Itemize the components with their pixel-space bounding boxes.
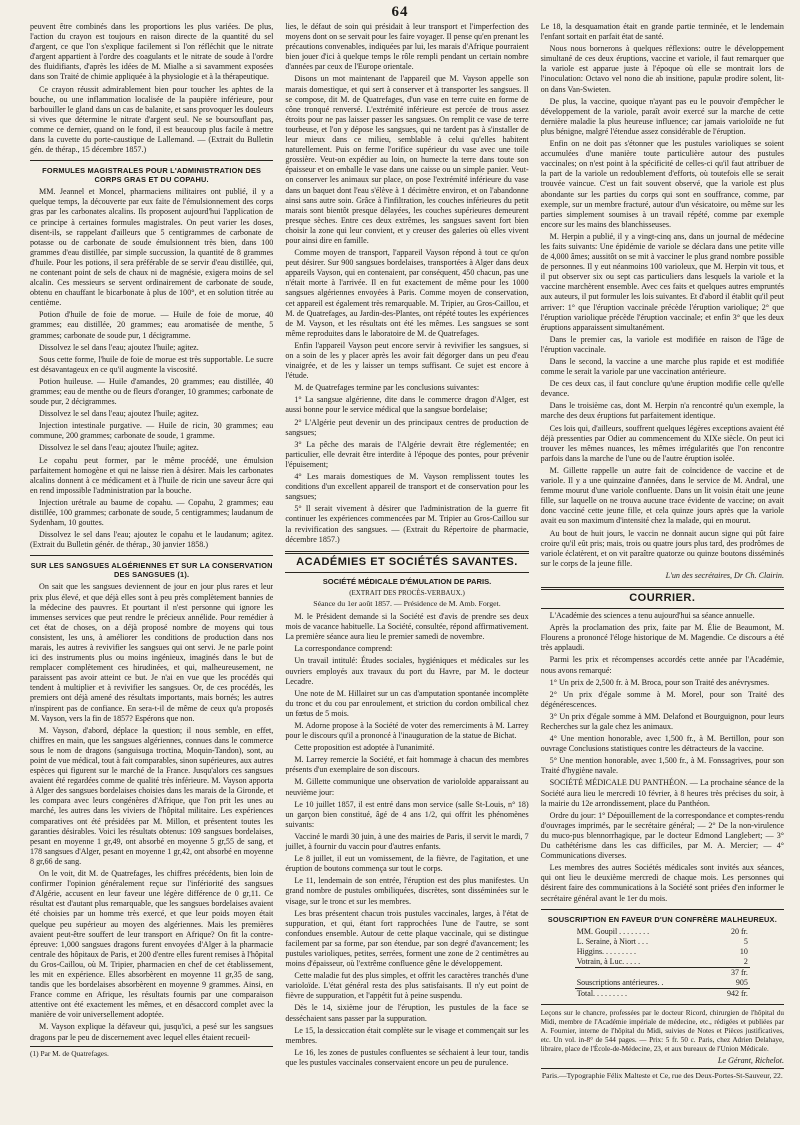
paragraph: Dans le second, la vaccine a une marche plus rapide et est modifiée comme le serait la variole par une vaccination antérieure. <box>540 357 784 377</box>
paragraph: Dissolvez le sel dans l'eau; ajoutez l'huile; agitez. <box>39 443 199 453</box>
paragraph: lies, le défaut de soin qui présidait à leur transport et l'imperfection des moyens dont on se servait pour les faire voyager. Il pense qu'en prenant les précautions convenables, indiquées par lui, les marais d'Afrique pourraient bien jouer d'ici à quelque temps le rôle rempli pendant un certain nombre d'années par ceux de l'Europe orientale. <box>285 22 529 72</box>
paragraph: Disons un mot maintenant de l'appareil que M. Vayson appelle son marais domestique, et qui sert à conserver et à transporter les sangsues. Il se compose, dit M. de Quatrefages, d'un vase en terre cuite en forme de cône tronqué renversé. L'extrémité inférieure est percée de trous assez étroits pour ne pas laisser passer les sangsues. On remplit ce vase de terre tourbeuse, et l'on y dépose les sangsues, qui ne tardent pas à s'installer de leur mieux dans ce milieu, semblable à celui qu'elles habitent naturellement. Puis on ferme l'orifice supérieur du vase avec une toile grossière. Veut-on expédier au loin, on humecte la terre dans toute son épaisseur et on emballe le vase dans une caisse ou un simple panier. Veut-on conserver les animaux sur place, on pose l'extrémité inférieure du vase dans un baquet dont l'eau s'élève à 1 décimètre environ, et on l'abandonne ainsi sans autre soin. Grâce à l'infiltration, les couches inférieures du petit marais sont bientôt presque délayées, les couches supérieures demeurent presque sèches. Entre ces deux extrêmes, les sangsues savent fort bien choisir la zone qui leur convient, et y creuser des galeries où elles vivent pour ainsi dire en famille. <box>285 74 529 245</box>
paragraph: 1° Un prix de 2,500 fr. à M. Broca, pour son Traité des anévrysmes. <box>549 677 770 687</box>
section-title-academies: ACADÉMIES ET SOCIÉTÉS SAVANTES. <box>296 555 518 568</box>
session-line: Séance du 1er août 1857. — Présidence de M. Amb. Forget. <box>313 598 501 608</box>
paragraph: Après la proclamation des prix, faite par M. Élie de Beaumont, M. Flourens a prononcé l'éloge historique de M. Magendie. Ce discours a été très applaudi. <box>540 623 784 653</box>
paragraph: De ces deux cas, il faut conclure qu'une éruption modifie celle qu'elle devance. <box>540 379 784 399</box>
paragraph: Le 10 juillet 1857, il est entré dans mon service (salle St-Louis, n° 18) un garçon bien constitué, âgé de 4 ans 1/2, qui offrit les phénomènes suivants: <box>285 799 529 829</box>
paragraph: Dès le 14, sixième jour de l'éruption, les pustules de la face se desséchaient sans passer par la suppuration. <box>285 1003 529 1023</box>
subtotal-amount: 37 fr. <box>712 967 750 978</box>
paragraph: 5° Une mention honorable, avec 1,500 fr., à M. Fonssagrives, pour son Traité d'hygiène navale. <box>540 756 784 776</box>
paragraph: Le 16, les zones de pustules confluentes se séchaient à leur tour, tandis que les pustules vaccinales conservaient encore un peu de purulence. <box>285 1047 529 1067</box>
paragraph: 4° Les marais domestiques de M. Vayson remplissent toutes les conditions d'un excellent appareil de transport et de conservation pour les sangsues; <box>285 472 529 502</box>
paragraph: Le 15, la dessiccation était complète sur le visage et commençait sur les membres. <box>285 1025 529 1045</box>
paragraph: Un travail intitulé: Études sociales, hygiéniques et médicales sur les ouvriers employés aux travaux du port du Havre, par M. le docteur Lecadre. <box>285 656 529 686</box>
paragraph: M. de Quatrefages termine par les conclusions suivantes: <box>294 383 480 393</box>
paragraph: Enfin on ne doit pas s'étonner que les pustules varioliques se soient accumulées d'une manière toute particulière autour des pustules vaccinales; on n'est point à la spécificité de celles-ci qu'il faut attribuer de la part de la variole un redoublement d'efforts, où toutefois elle se serait trouvée vaincue. C'est un fait souvent observé, que la variole est plus abondante sur les parties du corps qui sont en souffrance, comme, par exemple, sur un membre fracturé, autour d'un vésicatoire, ou même sur les parties simplement soumises à un travail répété, comme par exemple encore sur les mains des blanchisseuses. <box>540 139 784 229</box>
paragraph: Dans le troisième cas, dont M. Herpin n'a rencontré qu'un exemple, la marche des deux éruptions fut parfaitement identique. <box>540 401 784 421</box>
paragraph: Vacciné le mardi 30 juin, à une des mairies de Paris, il servit le mardi, 7 juillet, à fournir du vaccin pour d'autres enfants. <box>285 831 529 852</box>
paragraph: Une note de M. Hillairet sur un cas d'amputation spontanée incomplète du tronc et du cou par enroulement, et striction du cordon ombilical chez un fœtus de 5 mois. <box>285 688 529 718</box>
paragraph: M. le Président demande si la Société est d'avis de prendre ses deux mois de vacance habituelle. La Société, consultée, répond affirmativement. La première séance aura lieu le premier samedi de novembre. <box>285 612 529 642</box>
paragraph: Potion huileuse. — Huile d'amandes, 20 grammes; eau distillée, 40 grammes; eau de menthe ou de fleurs d'oranger, 10 grammes; carbonate de soude pur, 2 décigrammes. <box>30 376 274 407</box>
prior-label: Souscriptions antérieures. . <box>576 977 664 987</box>
paragraph: Dissolvez le sel dans l'eau; ajoutez l'huile; agitez. <box>39 409 199 419</box>
table-row <box>575 957 750 968</box>
paragraph: Le 8 juillet, il eut un vomissement, de la fièvre, de l'agitation, et une éruption de boutons commença sur tout le corps. <box>285 854 529 874</box>
table-row <box>575 947 750 957</box>
subscriber-name: Higgins. . . . . . . . . <box>576 946 637 956</box>
paragraph: Au bout de huit jours, le vaccin ne donnait aucun signe qui pût faire croire qu'il eût pris; mais, trois ou quatre jours plus tard, des prodrômes de variole éclatèrent, et on vit paraître quatorze ou quinze boutons disséminés sur le corps de la jeune fille. <box>540 528 784 568</box>
paragraph: M. Larrey remercie la Société, et fait hommage à chacun des membres présents d'un exemplaire de son discours. <box>285 755 529 775</box>
divider <box>541 608 784 609</box>
table-row <box>575 937 750 947</box>
paragraph: L'Académie des sciences a tenu aujourd'hui sa séance annuelle. <box>549 611 755 621</box>
divider <box>541 587 784 590</box>
subtotal-row <box>575 967 750 978</box>
paragraph: 3° Un prix d'égale somme à MM. Delafond et Bourguignon, pour leurs Recherches sur la gale chez les animaux. <box>540 711 784 731</box>
paragraph: M. Vayson, d'abord, déplace la question; il nous semble, en effet, chiffres en main, que les sangsues algériennes, connues dans le commerce sous le nom de dragons (sanguisuga troctina, Moquin-Tandon), sont, au point de vue médical, tout à fait comparables, sinon supérieures, aux autres espèces qui figurent sur le marché de la France. Jusqu'alors ces sangsues avaient été regardées comme de qualité très inférieure. M. Vayson apporta à Alger des sangsues bordelaises choisies dans les marais de la Gironde, et les compara avec leurs congénères d'Afrique, que l'on prit les unes au marché, les autres dans les viviers de l'hôpital militaire. Les expériences comparatives ont été présidées par M. Millon, et présentent toutes les garanties désirables. Voici les résultats obtenus: 109 sangsues bordelaises, pesant en moyenne 1 gr,49, ont absorbé en moyenne 5 gr,55 de sang, et 178 sangsues d'Alger, pesant en moyenne 1 gr,42, ont absorbé en moyenne 8 gr,66 de sang. <box>30 725 274 866</box>
paragraph: Injection urétrale au baume de copahu. — Copahu, 2 grammes; eau distillée, 100 grammes; carbonate de soude, 5 centigrammes; laudanum de Sydenham, 10 gouttes. <box>30 497 274 528</box>
subscription-title: SOUSCRIPTION EN FAVEUR D'UN CONFRÈRE MALHEUREUX. <box>547 914 777 924</box>
paragraph: MM. Jeannel et Moncel, pharmaciens militaires ont publié, il y a quelque temps, la découverte par eux faite de l'émulsionnement des corps gras par les carbonates alcalins. Ils proposent aujourd'hui l'application de ce principe à certaines formules magistrales. On peut varier les doses, disent-ils, se rappelant d'ailleurs que 5 centigrammes de carbonate de potasse ou de carbonate de soude émulsionnent très bien, dans 100 grammes d'eau distillée, par simple succussion, la quantité de 8 grammes d'huile. Pour les potions, il sera préférable de se servir d'eau distillée, qui, ne contenant point de sels de chaux ni de magnésie, exigera moins de sel alcalin. Ces messieurs se servent ordinairement de carbonate de soude, obtenu en chauffant le bicarbonate à plus de 100°, et en solution titrée au centième. <box>30 187 274 308</box>
paragraph: M. Adorne propose à la Société de voter des remerciments à M. Larrey pour le discours qu'il a prononcé à l'inauguration de la statue de Bichat. <box>285 721 529 741</box>
paragraph: Cette proposition est adoptée à l'unanimité. <box>294 743 435 753</box>
paragraph: Enfin l'appareil Vayson peut encore servir à revivifier les sangsues, si on a soin de les y placer après les avoir fait dégorger dans un peu d'eau vinaigrée, et de les y laisser un temps suffisant. Ce sujet est encore à l'étude. <box>285 340 529 381</box>
paragraph: Le 11, lendemain de son entrée, l'éruption est des plus manifestes. Un grand nombre de pustules ombiliquées, discrètes, sont disséminées sur le visage, sur le tronc et sur les membres. <box>285 876 529 906</box>
paragraph: Ce crayon réussit admirablement bien pour toucher les aphtes de la bouche, ou une inflammation localisée de la paupière inférieure, pour barbouiller le gland dans un cas de balanite, et sans provoquer les douleurs si vives que détermine le nitrate d'argent seul. Ne se boursouflant pas, comme ce dernier, quand on le fond, il est beaucoup plus facile à mettre dans la cuvette du porte-caustique de Lallemand. — (Extrait du Bulletin gén. de thérap., 15 décembre 1857.) <box>30 84 274 155</box>
divider <box>541 1004 784 1005</box>
paragraph: 2° L'Algérie peut devenir un des principaux centres de production de sangsues; <box>285 417 529 437</box>
paragraph: Ordre du jour: 1° Dépouillement de la correspondance et comptes-rendu d'ouvrages imprimés, par le secrétaire général; — 2° De la non-virulence du muco-pus blennorrhagique, par le docteur Edmond Langlebert; — 3° Du cathétérisme dans les cas difficiles, par M. A. Mercier; — 4° Communications diverses. <box>540 810 784 861</box>
paragraph: Parmi les prix et récompenses accordés cette année par l'Académie, nous avons remarqué: <box>540 655 784 675</box>
subscriber-name: L. Seraine, à Niort . . . <box>576 936 649 946</box>
total-row <box>575 988 750 999</box>
paragraph: 5° Il serait vivement à désirer que l'administration de la guerre fit continuer les expériences commencées par M. Tripier au Gros-Caillou sur la revivification des sangsues. — (Extrait du Répertoire de pharmacie, décembre 1857.) <box>285 504 529 544</box>
prior-amount: 905 <box>735 977 748 987</box>
subscriber-amount: 20 fr. <box>731 926 748 936</box>
article-heading-formules: FORMULES MAGISTRALES POUR L'ADMINISTRATION DES CORPS GRAS ET DU COPAHU. <box>42 166 262 185</box>
prior-row <box>575 978 750 989</box>
paragraph: M. Gillette communique une observation de varioloïde apparaissant au neuvième jour: <box>285 777 529 797</box>
columns <box>30 22 784 1118</box>
subscriber-amount: 5 <box>743 936 748 946</box>
paragraph: 2° Un prix d'égale somme à M. Morel, pour son Traité des dégénérescences. <box>540 689 784 709</box>
paragraph: Les bras présentent chacun trois pustules vaccinales, larges, à l'état de suppuration, et qui, étant fort rapprochées l'une de l'autre, se sont confondues ensemble. Autour de cette plaque vaccinale, qui se distingue facilement par sa forme, par son étendue, par son degré d'avancement; les pustules varioliques, petites, serrées, forment une zone de 2 centimètres au moins d'épaisseur, où l'extrême confluence gêne le développement. <box>285 908 529 969</box>
divider <box>541 909 784 910</box>
divider <box>285 551 528 554</box>
book-advert: Leçons sur le chancre, professées par le docteur Ricord, chirurgien de l'hôpital du Midi, membre de l'Académie impériale de médecine, etc., rédigées et publiées par A. Fournier, interne de l'hôpital du Midi, suivies de Notes et Pièces justificatives, etc. Un vol. in-8° de 544 pages. — Prix: 5 fr. 50 c. Paris, chez Adrien Delahaye, libraire, place de l'École-de-Médecine, 23, et aux bureaux de l'Union Médicale. <box>540 1008 784 1053</box>
paragraph: 1° La sangsue algérienne, dite dans le commerce dragon d'Alger, est aussi bonne pour le service médical que la sangsue bordelaise; <box>285 395 529 415</box>
paragraph: La correspondance comprend: <box>294 644 393 654</box>
paragraph: Dissolvez le sel dans l'eau; ajoutez l'huile; agitez. <box>39 342 199 352</box>
total-label: Total. . . . . . . . . <box>575 988 712 999</box>
paragraph: M. Gillette rappelle un autre fait de coïncidence de vaccine et de variole. Il y a une quinzaine d'années, dans le service de M. Andral, une femme mourut d'une variole confluente. Dans un lit voisin était une jeune fille, sur laquelle on ne trouva aucune trace évidente de vaccine; on avait donc vacciné cette jeune fille, et cela quinze jours après que la variole avait eu son maximum d'intensité chez la malade, qui en mourut. <box>540 465 784 526</box>
printer-line: Paris.—Typographie Félix Malteste et Ce, rue des Deux-Portes-St-Sauveur, 22. <box>541 1068 784 1081</box>
paragraph: peuvent être combinés dans les proportions les plus variées. De plus, l'action du crayon est toujours en raison directe de la quantité du sel d'argent, ce que l'on s'explique facilement si l'on réfléchit que le nitrate d'argent appartient à l'ordre des coagulants et le nitrate de soude à l'ordre des fluidifiants, d'après les idées de M. Mialhe a si savamment exposées dans son Traité de chimie appliquée à la physiologie et à la thérapeutique. <box>30 22 274 82</box>
column-2 <box>285 22 528 1118</box>
paragraph: Cette maladie fut des plus simples, et offrit les caractères tranchés d'une varioloïde. L'état général resta des plus satisfaisants. Il n'y eut point de fièvre de suppuration, et l'appétit fut à peine suspendu. <box>285 971 529 1001</box>
paragraph: Sous cette forme, l'huile de foie de morue est très supportable. Le sucre est désavantageux en ce qu'il augmente la viscosité. <box>30 354 274 374</box>
signature-secretary: L'un des secrétaires, Dr Ch. Clairin. <box>665 570 784 580</box>
subscriber-amount: 10 <box>739 946 748 956</box>
paragraph: Les membres des autres Sociétés médicales sont invités aux séances, qui ont lieu le deuxième mercredi de chaque mois. Les personnes qui désirent faire des communications à la Société sont priées d'en informer le secrétaire général avant le 1er du mois. <box>540 863 784 903</box>
divider <box>285 572 528 573</box>
paragraph: Potion d'huile de foie de morue. — Huile de foie de morue, 40 grammes; eau distillée, 20 grammes; eau aromatisée de menthe, 5 grammes; carbonate de soude pur, 1 décigramme. <box>30 310 274 340</box>
society-title: SOCIÉTÉ MÉDICALE D'ÉMULATION DE PARIS. <box>322 576 492 586</box>
paragraph: Le copahu peut former, par le même procédé, une émulsion parfaitement homogène et qui ne laisse rien à désirer. Mais les carbonates alcalins donnent à ce médicament et à l'huile de ricin une saveur âcre qui en rend impossible l'administration par la bouche. <box>30 455 274 495</box>
footnote: (1) Par M. de Quatrefages. <box>30 1046 273 1059</box>
paragraph: On le voit, dit M. de Quatrefages, les chiffres précédents, bien loin de confirmer l'opinion généralement reçue sur l'infériorité des sangsues d'Algérie, accusent en leur faveur une légère différence de 0 gr,11. Ce résultat est d'autant plus remarquable, que les sangsues bordelaises avaient été choisies par un homme très exercé, et que leur poids moyen était quelque peu supérieur au moyen des algériennes. Mais les premières avaient peut-être souffert de leur transport en Afrique? On fit la contre-épreuve: 1,000 sangsues dragons furent envoyées d'Alger à la pharmacie centrale des hôpitaux de Paris, et 200 d'entre elles furent remises à l'hôpital du Gros-Caillou, où M. Tripier, pharmacien en chef de cet établissement, les mit en expérience. Elles absorbèrent en moyenne 11 gr,35 de sang, tandis que les bordelaises absorbèrent en moyenne 9 grammes. Ainsi, en France comme en Afrique, les résultats fournis par une comparaison attentive ont été exactement les mêmes, et en désaccord complet avec la manière de voir universellement adoptée. <box>30 869 274 1020</box>
paragraph: Dans le premier cas, la variole est modifiée en raison de l'âge de l'éruption vaccinale. <box>540 334 784 354</box>
paragraph: Le 18, la desquamation était en grande partie terminée, et le lendemain l'enfant sortait en parfait état de santé. <box>540 22 784 42</box>
article-heading-sangsues: SUR LES SANGSUES ALGÉRIENNES ET SUR LA CONSERVATION DES SANGSUES (1). <box>30 561 273 580</box>
divider <box>30 160 273 161</box>
paragraph: SOCIÉTÉ MÉDICALE DU PANTHÉON. — La prochaine séance de la Société aura lieu le mercredi 10 février, à 8 heures très précises du soir, à la mairie du 12e arrondissement, place du Panthéon. <box>540 778 784 808</box>
paragraph: On sait que les sangsues deviennent de jour en jour plus rares et leur prix plus élevé, et que déjà elles sont à peu près complètement bannies de la médecine des pauvres. Et pourtant il n'est personne qui ignore les immenses services que peut rendre le précieux annélide. Pour remédier à cet état de choses, on a déjà proposé nombre de moyens qui tous consistent, les uns, à améliorer les conditions de production dans nos marais, les autres à revivifier les sangsues qui ont servi. Je ne parle point ici des instruments plus ou moins ingénieux, imaginés dans le but de remplacer complètement ces hirudinées, et qui, malheureusement, ne paraissent pas avoir atteint ce but. Je n'ai en vue que les procédés qui tendent à multiplier et à revivifier les sangsues. Or, de ces procédés, les premiers ont déjà amené des résultats importants, mais bornés; les autres n'inspirent pas de confiance. En sera-t-il de même de ceux qu'a proposés M. Vayson, vers la fin de 1857? Espérons que non. <box>30 582 274 723</box>
subscriber-name: MM. Goupil . . . . . . . . <box>576 926 650 936</box>
paragraph: M. Vayson explique la défaveur qui, jusqu'ici, a pesé sur les sangsues dragons par le peu de discernement avec lequel elles étaient recueil- <box>30 1022 274 1042</box>
paragraph: Comme moyen de transport, l'appareil Vayson répond à tout ce qu'on peut désirer. Sur 900 sangsues bordelaises, transportées à Alger dans deux appareils Vayson, qui en contenaient, par conséquent, 450 chacun, pas une n'était morte à l'arrivée. Il en fut exactement de même pour les 1000 sangsues algériennes envoyées à Paris. Comme moyen de conservation, cet appareil est également très remarquable. M. Tripier, au Gros-Caillou, et M. de Quatrefages, au Jardin-des-Plantes, ont répété toutes les expériences de M. Vayson, et les résultats ont été les mêmes. Les sangsues se sont même reproduites dans le laboratoire de M. de Quatrefages. <box>285 248 529 338</box>
paragraph: Ces lois qui, d'ailleurs, souffrent quelques légères exceptions avaient été déjà pressenties par Odier au commencement du XIXe siècle. On peut ici trouver les mêmes nuances, les mêmes irrégularités que l'on rencontre parfois dans la marche de l'une ou de l'autre éruption isolée. <box>540 423 784 463</box>
table-row <box>575 927 750 937</box>
paragraph: De plus, la vaccine, quoique n'ayant pas eu le pouvoir d'empêcher le développement de la variole, paraît avoir exercé sur la marche de cette dernière maladie la plus heureuse influence; car jamais varioloïde ne fut plus bénigne, malgré l'étendue assez considérable de l'éruption. <box>540 96 784 136</box>
page-number: 64 <box>391 4 409 20</box>
paragraph: 4° Une mention honorable, avec 1,500 fr., à M. Bertillon, pour son ouvrage Conclusions statistiques contre les détracteurs de la vaccine. <box>540 734 784 754</box>
total-amount: 942 fr. <box>712 988 750 999</box>
society-note: (EXTRAIT DES PROCÈS-VERBAUX.) <box>349 588 465 597</box>
paragraph: Injection intestinale purgative. — Huile de ricin, 30 grammes; eau commune, 200 grammes; carbonate de soude, 1 gramme. <box>30 421 274 441</box>
divider <box>30 555 273 556</box>
column-3 <box>541 22 784 1118</box>
subscription-table <box>575 927 750 999</box>
paragraph: 3° La pêche des marais de l'Algérie devrait être réglementée; en particulier, elle devrait être interdite à l'époque des pontes, pour prévenir l'épuisement; <box>285 439 529 469</box>
subscriber-amount: 2 <box>743 956 748 966</box>
paragraph: Dissolvez le sel dans l'eau; ajoutez le copahu et le laudanum; agitez. (Extrait du Bulletin génér. de thérap., 30 janvier 1858.) <box>30 530 274 550</box>
paragraph: Nous nous bornerons à quelques réflexions: outre le développement simultané de ces deux éruptions, vaccine et variole, il faut remarquer que la variole est apparue juste à l'époque où elle se montrait lors de l'inoculation: Octavo vel nono die ab insitione, papulæ prodire solent, lit-on dans Van-Swieten. <box>540 44 784 94</box>
paragraph: M. Herpin a publié, il y a vingt-cinq ans, dans un journal de médecine les faits suivants: Une épidémie de variole se déclara dans une petite ville de 4,000 âmes; aussitôt on se mit à vacciner le plus grand nombre possible de personnes. Il y eut néanmoins 100 varioleux, que M. Herpin vit tous, et il put observer six ou sept cas particuliers dans lesquels la variole et la vaccine marchèrent ensemble. Avec ces faits et quelques autres empruntés aux auteurs, il put formuler les lois suivantes. Et d'abord il établit qu'il peut arriver: 1° que l'éruption vaccinale précède l'éruption variolique; 2° que l'éruption variolique précède l'éruption vaccinale; et enfin 3° que les deux éruptions apparaissent simultanément. <box>540 231 784 332</box>
subscriber-name: Votrain, à Luc. . . . . <box>576 956 641 966</box>
section-title-courrier: COURRIER. <box>629 591 696 604</box>
gerant-signature: Le Gérant, Richelot. <box>717 1055 784 1065</box>
column-1 <box>30 22 273 1118</box>
